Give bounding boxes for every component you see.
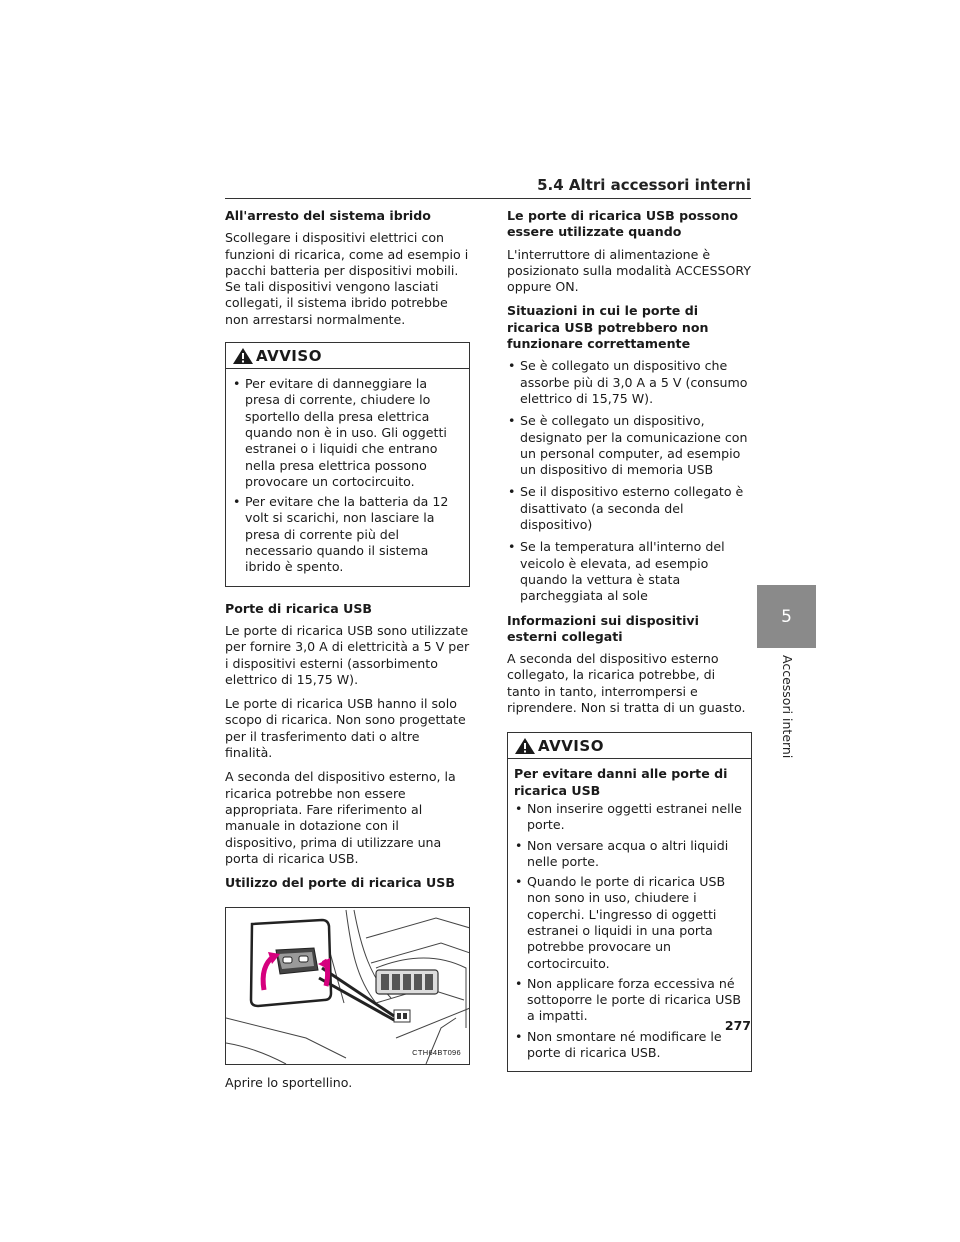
warning-icon — [514, 737, 536, 755]
warning-subheading: Per evitare danni alle porte di ricarica USB — [514, 766, 728, 798]
chapter-side-label — [757, 655, 816, 785]
warning-item: • Per evitare che la batteria da 12 volt si scarichi, non lasciare la presa di corrente più del necessario quando il sistema ibrido è spento. — [232, 494, 463, 575]
usb-ports-text-3: A seconda del dispositivo esterno, la ricarica potrebbe non essere appropriata. Fare riferimento al manuale in dotazione con il dispositivo, prima di utilizzare una porta di ricarica USB. — [225, 769, 456, 866]
chapter-number: 5 — [781, 606, 792, 627]
warning-icon — [232, 347, 254, 365]
warning-item: • Non smontare né modificare le porte di ricarica USB. — [514, 1029, 745, 1062]
usb-ports-text-2: Le porte di ricarica USB hanno il solo scopo di ricarica. Non sono progettate per il trasferimento dati o altre finalità. — [225, 696, 466, 761]
malfunction-item: • Se la temperatura all'interno del veicolo è elevata, ad esempio quando la vettura è stata parcheggiata al sole — [507, 539, 752, 604]
usb-ports-text-1: Le porte di ricarica USB sono utilizzate per fornire 3,0 A di elettricità a 5 V per i dispositivi esterni (assorbimento elettrico di 15,75 W). — [225, 622, 470, 687]
warning-item: • Per evitare di danneggiare la presa di corrente, chiudere lo sportello della presa elettrica quando non è in uso. Gli oggetti estranei o i liquidi che entrano nella presa elettrica possono provocare un cortocircuito. — [232, 376, 463, 490]
warning-title: AVVISO — [538, 737, 604, 756]
usage-conditions-text: L'interruttore di alimentazione è posizionato sulla modalità ACCESSORY oppure ON. — [507, 246, 751, 295]
page-number: 277 — [724, 1018, 751, 1033]
warning-item: • Quando le porte di ricarica USB non sono in uso, chiudere i coperchi. L'ingresso di oggetti estranei o liquidi in una porta potrebbe provocare un cortocircuito. — [514, 874, 745, 972]
usb-ports-heading: Porte di ricarica USB — [225, 600, 373, 616]
chapter-label: Accessori interni — [780, 655, 795, 759]
right-column — [507, 208, 752, 1086]
hybrid-stop-heading: All'arresto del sistema ibrido — [225, 208, 431, 223]
external-devices-text: A seconda del dispositivo esterno collegato, la ricarica potrebbe, di tanto in tanto, interrompersi e riprendere. Non si tratta di un guasto. — [507, 651, 746, 716]
external-devices-heading: Informazioni sui dispositivi esterni collegati — [507, 612, 699, 644]
malfunction-item: • Se è collegato un dispositivo, designato per la comunicazione con un personal computer, ad esempio un dispositivo di memoria USB — [507, 413, 752, 478]
warning-title: AVVISO — [256, 346, 322, 365]
warning-header — [226, 343, 469, 369]
figure-caption: Aprire lo sportellino. — [225, 1075, 353, 1091]
warning-header — [508, 733, 751, 759]
malfunction-item: • Se è collegato un dispositivo che assorbe più di 3,0 A a 5 V (consumo elettrico di 15,75 W). — [507, 358, 752, 407]
warning-item: • Non inserire oggetti estranei nelle porte. — [514, 801, 745, 834]
chapter-tab — [757, 585, 816, 648]
usage-conditions-heading: Le porte di ricarica USB possono essere utilizzate quando — [507, 208, 739, 240]
warning-box-power-outlet — [225, 342, 470, 587]
usb-usage-heading: Utilizzo del porte di ricarica USB — [225, 875, 455, 891]
warning-body — [226, 369, 469, 586]
warning-item: • Non applicare forza eccessiva né sottoporre le porte di ricarica USB a impatti. — [514, 976, 745, 1025]
figure-code: CTH64BT096 — [412, 1048, 461, 1058]
usb-port-illustration — [225, 907, 470, 1065]
left-column — [225, 208, 470, 1100]
malfunction-heading: Situazioni in cui le porte di ricarica USB potrebbero non funzionare correttamente — [507, 303, 709, 352]
hybrid-stop-text: Scollegare i dispositivi elettrici con funzioni di ricarica, come ad esempio i pacchi batteria per dispositivi mobili. Se tali dispositivi vengono lasciati collegati, il sistema ibrido potrebbe non arrestarsi normalmente. — [225, 230, 469, 327]
warning-item: • Non versare acqua o altri liquidi nelle porte. — [514, 838, 745, 871]
header-rule — [225, 198, 751, 199]
section-header: 5.4 Altri accessori interni — [537, 176, 751, 194]
console-drawing — [226, 908, 470, 1064]
malfunction-item: • Se il dispositivo esterno collegato è disattivato (a seconda del dispositivo) — [507, 484, 752, 533]
